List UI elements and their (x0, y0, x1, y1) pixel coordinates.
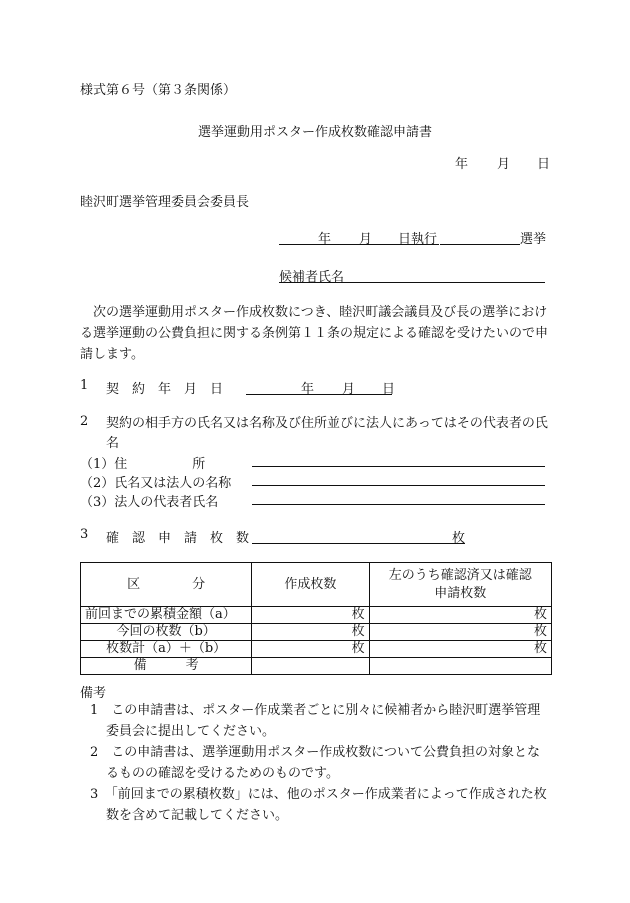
table-row (81, 641, 552, 658)
field-representative-underline (252, 504, 545, 505)
item-1-label: 契 約 年 月 日 (106, 382, 224, 397)
row-label: 枚数計（a）＋（b） (81, 641, 252, 658)
item-1-number: 1 (80, 378, 89, 393)
remark-item: 1 この申請書は、ポスター作成業者ごとに別々に候補者から睦沢町選挙管理委員会に提出してください。 (90, 703, 541, 739)
candidate-name-underline (279, 282, 545, 283)
row-label: 備 考 (81, 658, 252, 675)
row-label: 前回までの累積金額（a） (81, 607, 252, 624)
remark-item: 2 この申請書は、選挙運動用ポスター作成枚数について公費負担の対象となるものの確認を受けるためのものです。 (90, 745, 541, 781)
item-3-number: 3 (80, 527, 89, 542)
remarks-list (80, 700, 550, 826)
header-created-count: 作成枚数 (252, 563, 369, 607)
table-row (81, 658, 552, 675)
date-day-label: 日 (537, 157, 551, 172)
item-2-text: 契約の相手方の氏名又は名称及び住所並びに法人にあってはその代表者の氏名 (106, 416, 548, 451)
date-month-label: 月 (497, 157, 511, 172)
table-row (81, 624, 552, 641)
table-header-row (81, 563, 552, 607)
date-year-label: 年 (455, 157, 469, 172)
form-number: 様式第６号（第３条関係） (80, 83, 237, 98)
row-confirmed-unit: 枚 (369, 607, 551, 624)
remark-item: 3 「前回までの累積枚数」には、他のポスター作成業者によって作成された枚数を含めて記載してください。 (90, 787, 547, 823)
candidate-label: 候補者氏名 (279, 270, 345, 285)
election-label: 選挙 (520, 232, 547, 247)
row-confirmed-unit: 枚 (369, 641, 551, 658)
contract-day-label: 日 (382, 382, 396, 397)
document-title: 選挙運動用ポスター作成枚数確認申請書 (197, 125, 432, 140)
contract-date-underline (246, 394, 392, 395)
contract-year-label: 年 (301, 382, 315, 397)
intro-paragraph: 次の選挙運動用ポスター作成枚数につき、睦沢町議会議員及び長の選挙における選挙運動の公費負担に関する条例第１１条の規定による確認を受けたいので申請します。 (80, 305, 549, 362)
header-category: 区 分 (81, 563, 252, 607)
remarks-title: 備考 (80, 686, 107, 701)
row-label: 今回の枚数（b） (81, 624, 252, 641)
row-created-unit: 枚 (252, 607, 369, 624)
field-representative-label: （3）法人の代表者氏名 (80, 495, 219, 510)
field-name-underline (252, 485, 545, 486)
requested-count-unit: 枚 (452, 531, 466, 546)
contract-month-label: 月 (342, 382, 356, 397)
addressee: 睦沢町選挙管理委員会委員長 (80, 195, 250, 210)
item-2-number: 2 (80, 414, 89, 429)
row-confirmed-unit: 枚 (369, 624, 551, 641)
election-day-label: 日執行 (398, 232, 438, 247)
election-name-underline (440, 244, 520, 245)
field-address-underline (252, 466, 545, 467)
election-month-label: 月 (359, 232, 373, 247)
row-created-unit: 枚 (252, 624, 369, 641)
requested-count-underline (252, 543, 465, 544)
count-table (80, 562, 552, 675)
election-year-label: 年 (318, 232, 332, 247)
table-row (81, 607, 552, 624)
row-created-unit: 枚 (252, 641, 369, 658)
field-name-label: （2）氏名又は法人の名称 (80, 476, 232, 491)
header-confirmed-count: 左のうち確認済又は確認申請枚数 (369, 563, 551, 607)
row-created-unit (252, 658, 369, 675)
row-confirmed-unit (369, 658, 551, 675)
item-3-label: 確 認 申 請 枚 数 (106, 531, 250, 546)
field-address-label: （1）住 所 (80, 457, 206, 472)
